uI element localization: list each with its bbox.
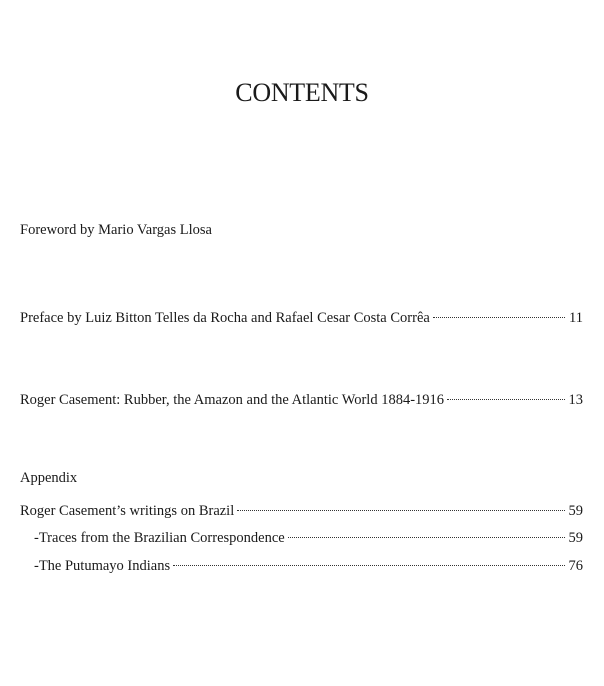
toc-entry-label: Roger Casement’s writings on Brazil xyxy=(20,503,235,519)
toc-entry-label: Roger Casement: Rubber, the Amazon and the Atlantic World 1884-1916 xyxy=(20,392,445,408)
dot-leader xyxy=(237,497,564,515)
toc-page-number: 11 xyxy=(569,310,583,326)
toc-entry-appendix-traces xyxy=(34,524,583,547)
toc-entry-label: -Traces from the Brazilian Correspondence xyxy=(34,530,285,546)
toc-entry-main-essay xyxy=(20,386,583,409)
toc-entry-label: -The Putumayo Indians xyxy=(34,558,171,574)
toc-entry-label: Foreword by Mario Vargas Llosa xyxy=(20,222,212,238)
toc-entry-appendix-putumayo xyxy=(34,552,583,575)
toc-entry-label: Preface by Luiz Bitton Telles da Rocha and Rafael Cesar Costa Corrêa xyxy=(20,310,430,326)
dot-leader xyxy=(173,552,564,570)
toc-page-number: 59 xyxy=(568,530,583,546)
dot-leader xyxy=(447,386,564,404)
toc-entry-foreword xyxy=(20,221,212,239)
toc-entry-preface xyxy=(20,304,583,327)
toc-page-number: 76 xyxy=(568,558,583,574)
dot-leader xyxy=(288,524,565,542)
dot-leader xyxy=(433,304,565,322)
toc-page-number: 13 xyxy=(568,392,583,408)
appendix-heading: Appendix xyxy=(20,470,78,486)
toc-page-number: 59 xyxy=(568,503,583,519)
page-title: CONTENTS xyxy=(235,78,369,107)
toc-entry-appendix-writings xyxy=(20,497,583,520)
